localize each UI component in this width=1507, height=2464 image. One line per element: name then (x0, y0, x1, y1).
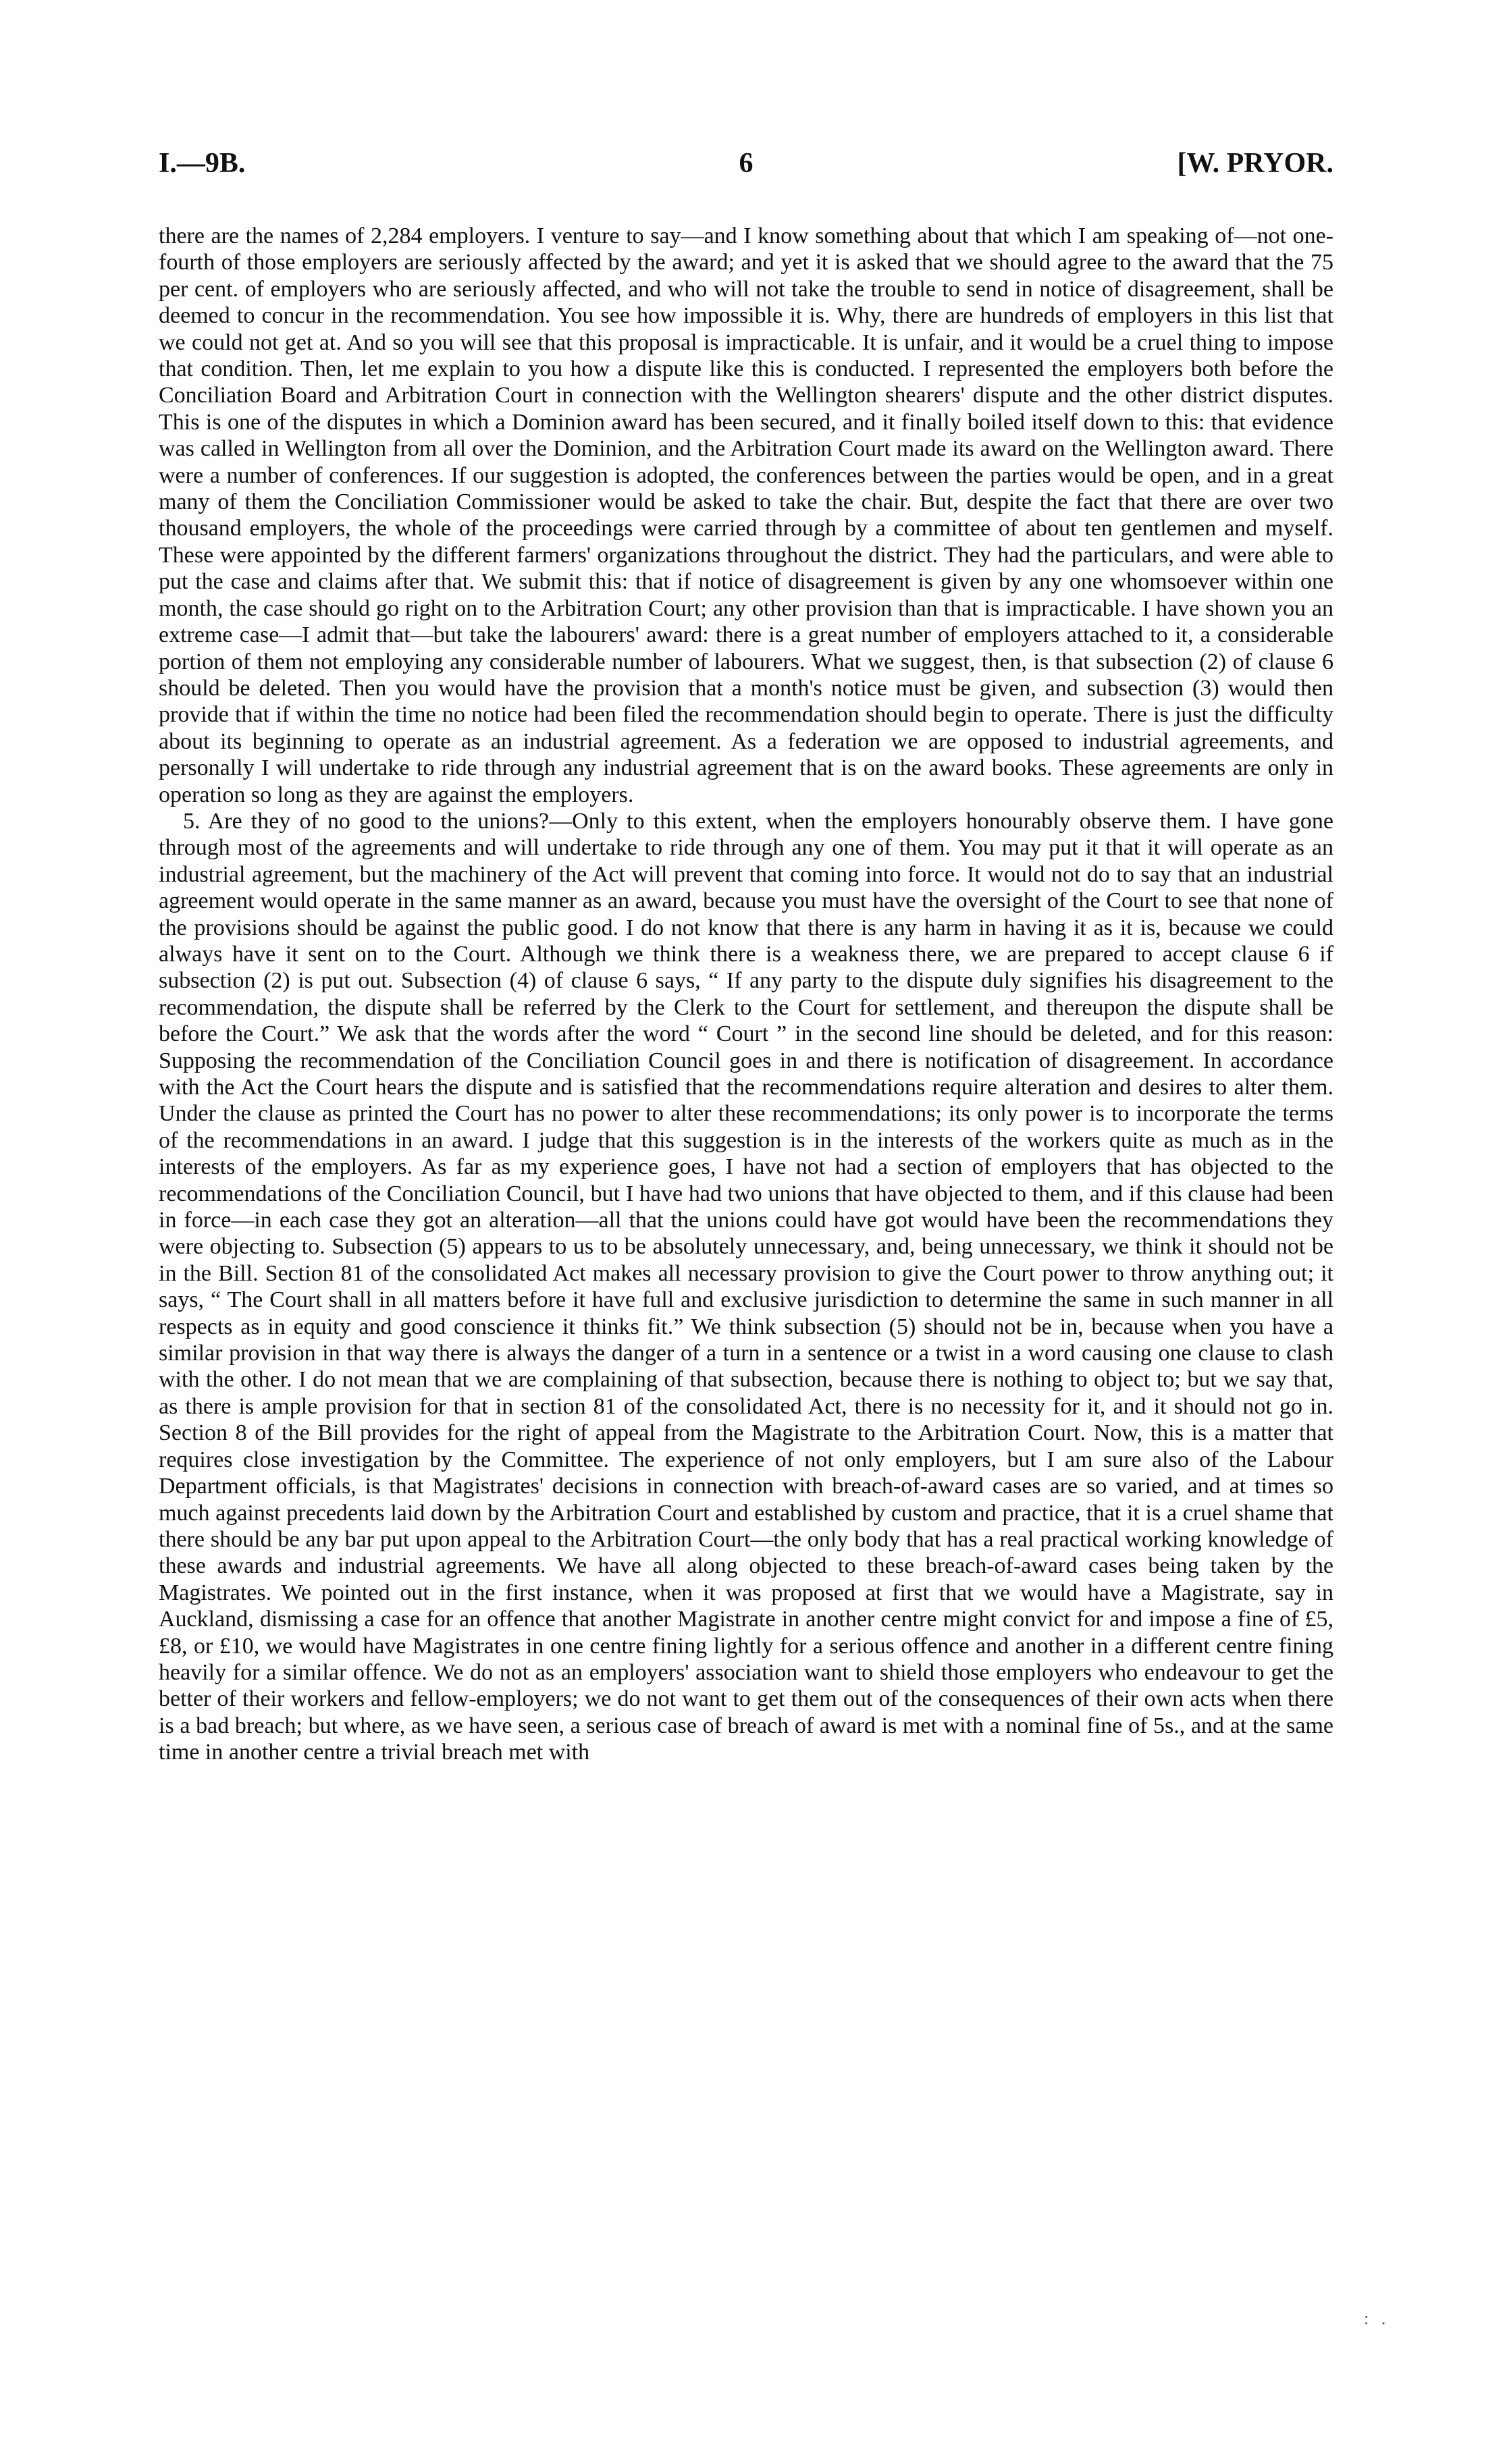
page-header (159, 147, 1333, 188)
page-number: 6 (739, 148, 754, 179)
paragraph: there are the names of 2,284 employers. I venture to say—and I know something about that which I am speaking of—not one-fourth of those employers are seriously affected by the award; and yet it is asked that we should agree to the award that the 75 per cent. of employers who are seriously affected, and who will not take the trouble to send in notice of disagreement, shall be deemed to concur in the recommendation. You see how impossible it is. Why, there are hundreds of employers in this list that we could not get at. And so you will see that this proposal is impracticable. It is unfair, and it would be a cruel thing to impose that condition. Then, let me explain to you how a dispute like this is conducted. I represented the employers both before the Conciliation Board and Arbitration Court in connection with the Wellington shearers' dispute and the other district disputes. This is one of the disputes in which a Dominion award has been secured, and it finally boiled itself down to this: that evidence was called in Wellington from all over the Dominion, and the Arbitration Court made its award on the Wellington award. There were a number of conferences. If our suggestion is adopted, the conferences between the parties would be open, and in a great many of them the Conciliation Commissioner would be asked to take the chair. But, despite the fact that there are over two thousand employers, the whole of the proceedings were carried through by a committee of about ten gentlemen and myself. These were appointed by the different farmers' organizations throughout the district. They had the particulars, and were able to put the case and claims after that. We submit this: that if notice of disagreement is given by any one whomsoever within one month, the case should go right on to the Arbitration Court; any other provision than that is impracticable. I have shown you an extreme case—I admit that—but take the labourers' award: there is a great number of employers attached to it, a considerable portion of them not employing any considerable number of labourers. What we suggest, then, is that subsection (2) of clause 6 should be deleted. Then you would have the provision that a month's notice must be given, and subsection (3) would then provide that if within the time no notice had been filed the recommendation should begin to operate. There is just the difficulty about its beginning to operate as an industrial agreement. As a federation we are opposed to industrial agreements, and personally I will undertake to ride through any industrial agreement that is on the award books. These agreements are only in operation so long as they are against the employers. (159, 223, 1333, 807)
margin-marks: : . (1364, 2309, 1390, 2328)
paragraph: 5. Are they of no good to the unions?—Only to this extent, when the employers honourably observe them. I have gone through most of the agreements and will undertake to ride through any one of them. You may put it that it will operate as an industrial agreement, but the machinery of the Act will prevent that coming into force. It would not do to say that an industrial agreement would operate in the same manner as an award, because you must have the oversight of the Court to see that none of the provisions should be against the public good. I do not know that there is any harm in having it as it is, because we could always have it sent on to the Court. Although we think there is a weakness there, we are prepared to accept clause 6 if subsection (2) is put out. Subsection (4) of clause 6 says, “ If any party to the dispute duly signifies his disagreement to the recommendation, the dispute shall be referred by the Clerk to the Court for settlement, and thereupon the dispute shall be before the Court.” We ask that the words after the word “ Court ” in the second line should be deleted, and for this reason: Supposing the recommendation of the Conciliation Council goes in and there is notification of disagreement. In accordance with the Act the Court hears the dispute and is satisfied that the recommendations require alteration and desires to alter them. Under the clause as printed the Court has no power to alter these recommendations; its only power is to incorporate the terms of the recommendations in an award. I judge that this suggestion is in the interests of the workers quite as much as in the interests of the employers. As far as my experience goes, I have not had a section of employers that has objected to the recommendations of the Conciliation Council, but I have had two unions that have objected to them, and if this clause had been in force—in each case they got an alteration—all that the unions could have got would have been the recommendations they were objecting to. Subsection (5) appears to us to be absolutely unnecessary, and, being unnecessary, we think it should not be in the Bill. Section 81 of the consolidated Act makes all necessary provision to give the Court power to throw anything out; it says, “ The Court shall in all matters before it have full and exclusive jurisdiction to determine the same in such manner in all respects as in equity and good conscience it thinks fit.” We think subsection (5) should not be in, because when you have a similar provision in that way there is always the danger of a turn in a sentence or a twist in a word causing one clause to clash with the other. I do not mean that we are complaining of that subsection, because there is nothing to object to; but we say that, as there is ample provision for that in section 81 of the consolidated Act, there is no necessity for it, and it should not go in. Section 8 of the Bill provides for the right of appeal from the Magistrate to the Arbitration Court. Now, this is a matter that requires close investigation by the Committee. The experience of not only employers, but I am sure also of the Labour Department officials, is that Magistrates' decisions in connection with breach-of-award cases are so varied, and at times so much against precedents laid down by the Arbitration Court and established by custom and practice, that it is a cruel shame that there should be any bar put upon appeal to the Arbitration Court—the only body that has a real practical working knowledge of these awards and industrial agreements. We have all along objected to these breach-of-award cases being taken by the Magistrates. We pointed out in the first instance, when it was proposed at first that we would have a Magistrate, say in Auckland, dismissing a case for an offence that another Magistrate in another centre might convict for and impose a fine of £5, £8, or £10, we would have Magistrates in one centre fining lightly for a serious offence and another in a different centre fining heavily for a similar offence. We do not as an employers' association want to shield those employers who endeavour to get the better of their workers and fellow-employers; we do not want to get them out of the consequences of their own acts when there is a bad breach; but where, as we have seen, a serious case of breach of award is met with a nominal fine of 5s., and at the same time in another centre a trivial breach met with (159, 808, 1333, 1765)
speaker-name: [W. PRYOR. (1177, 148, 1333, 179)
body-text (159, 223, 1333, 1766)
document-reference: I.—9B. (159, 148, 246, 179)
